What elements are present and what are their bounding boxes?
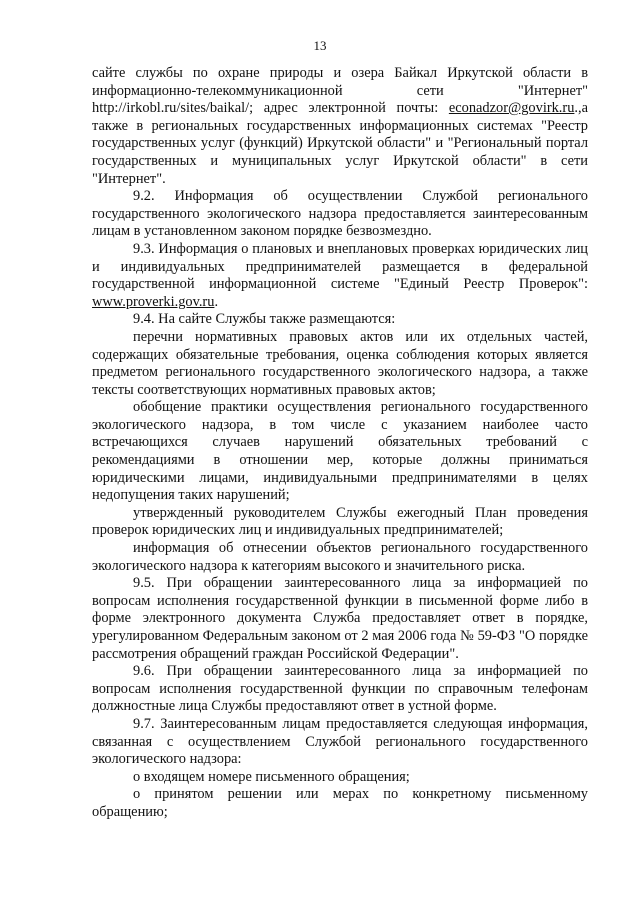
paragraph-9-5: 9.5. При обращении заинтересованного лица за информацией по вопросам исполнения государственной функции в письменной форме либо в форме электронного документа Служба предоставляет ответ в порядке, урегулированном Федеральным законом от 2 мая 2006 года № 59-ФЗ "О порядке рассмотрения обращений граждан Российской Федерации". [92, 575, 588, 662]
email-link[interactable]: econadzor@govirk.ru [448, 100, 575, 117]
paragraph-9-3-end: . [214, 293, 219, 310]
proverki-link[interactable]: www.proverki.gov.ru [92, 293, 215, 310]
contacts-text: сайте службы по охране природы и озера Байкал Иркутской области в информационно-телекоммуникационной сети "Интернет" http://irkobl.ru/sites/baikal/; адрес электронной почты: [92, 65, 588, 117]
paragraph-9-2: 9.2. Информация об осуществлении Службой регионального государственного экологического надзора предоставляется заинтересованным лицам в установленном законом порядке безвозмездно. [92, 188, 588, 240]
page-number: 13 [313, 38, 327, 53]
document-body [92, 65, 588, 822]
list-item-plan: утвержденный руководителем Службы ежегодный План проведения проверок юридических лиц и индивидуальных предпринимателей; [92, 504, 588, 539]
paragraph-9-4: 9.4. На сайте Службы также размещаются: [133, 311, 396, 328]
paragraph-9-6: 9.6. При обращении заинтересованного лица за информацией по вопросам исполнения государственной функции по справочным телефонам должностные лица Службы предоставляют ответ в устной форме. [92, 663, 588, 715]
paragraph-contacts [92, 65, 588, 188]
paragraph-9-7: 9.7. Заинтересованным лицам предоставляется следующая информация, связанная с осуществлением Службой регионального государственного экологического надзора: [92, 715, 588, 768]
paragraph-9-3-text: 9.3. Информация о плановых и внеплановых проверках юридических лиц и индивидуальных предпринимателей размещается в федеральной государственной информационной системе "Единый Реестр Проверок": [92, 240, 588, 293]
list-item-incoming-number: о входящем номере письменного обращения; [133, 768, 410, 785]
list-item-practice: обобщение практики осуществления регионального государственного экологического надзора, в том числе с указанием наиболее часто встречающихся случаев нарушений обязательных требований с рекомендациями в отношении мер, которые должны приниматься юридическими лицами, индивидуальными предпринимателями в целях недопущения таких нарушений; [92, 399, 588, 504]
contacts-text-end: .,а также в региональных государственных информационных системах "Реестр государственных услуг (функций) Иркутской области" и "Региональный портал государственных и муниципальных услуг Иркутской области" в сети "Интернет". [92, 100, 588, 187]
paragraph-9-3 [92, 241, 588, 311]
list-item-acts: перечни нормативных правовых актов или их отдельных частей, содержащих обязательные требования, оценка соблюдения которых является предметом регионального государственного экологического надзора, а также тексты соответствующих нормативных правовых актов; [92, 328, 588, 398]
list-item-decision: о принятом решении или мерах по конкретному письменному обращению; [92, 786, 588, 820]
list-item-risk: информация об отнесении объектов регионального государственного экологического надзора к категориям высокого и значительного риска. [92, 540, 588, 574]
